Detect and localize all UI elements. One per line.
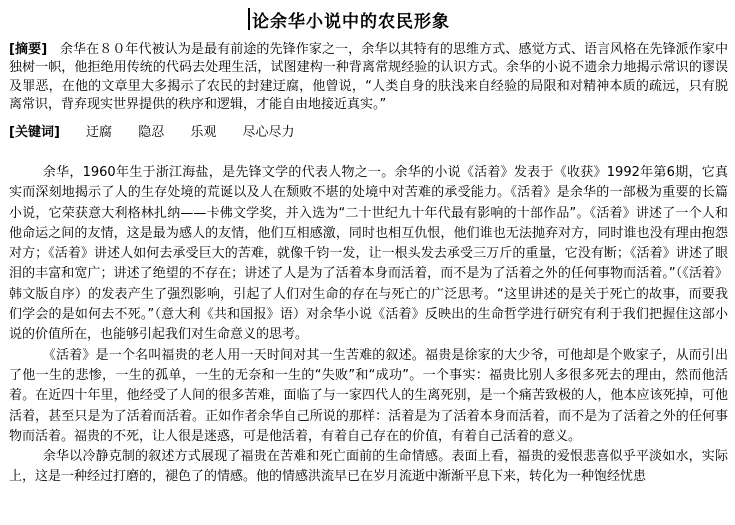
body-text[interactable] (9, 163, 728, 488)
keywords-tag: [关键词] (9, 125, 60, 140)
text-cursor (248, 8, 250, 30)
title-row (248, 6, 450, 32)
keywords-row[interactable] (9, 124, 295, 142)
document-title[interactable]: 论余华小说中的农民形象 (252, 11, 450, 32)
keyword: 迂腐 (86, 125, 113, 140)
paragraph: 《活着》是一个名叫福贵的老人用一天时间对其一生苦难的叙述。福贵是徐家的大少爷，可他却是个败家子，从而引出了他一生的悲惨，一生的孤单，一生的无奈和一生的“失败”和“成功”。一个事实：福贵比别人多很多死去的理由，然而他活着。在近四十年里，他经受了人间的很多苦难，面临了与一家四代人的生离死别，是一个痛苦致极的人，他本应该死掉，可他活着，甚至只是为了活着而活着。正如作者余华自己所说的那样：活着是为了活着本身而活着，而不是为了活着之外的任何事物而活着。福贵的不死，让人很是迷惑，可是他活着，有着自己存在的价值，有着自己活着的意义。 (9, 347, 728, 444)
keyword: 尽心尽力 (242, 125, 295, 140)
abstract-text: 余华在８０年代被认为是最有前途的先锋作家之一，余华以其特有的思维方式、感觉方式、语言风格在先锋派作家中独树一帜，他拒绝用传统的代码去处理生活，试图建构一种背离常规经验的认识方式。余华的小说不遗余力地揭示常识的谬误及罪恶，在他的文章里大多揭示了农民的封建迂腐，他曾说，“人类自身的肤浅来自经验的局限和对精神本质的疏远，只有脱离常识，背弃现实世界提供的秩序和逻辑，才能自由地接近真实。” (9, 42, 728, 113)
abstract-tag: [摘要] (9, 42, 48, 57)
keyword: 隐忍 (138, 125, 165, 140)
keyword: 乐观 (190, 125, 217, 140)
paragraph: 余华，1960年生于浙江海盐，是先锋文学的代表人物之一。余华的小说《活着》发表于《收获》1992年第6期，它真实而深刻地揭示了人的生存处境的荒诞以及人在颓败不堪的处境中对苦难的承受能力。《活着》是余华的一部极为重要的长篇小说，它荣获意大利格林扎纳——卡佛文学奖，并入选为“二十世纪九十年代最有影响的十部作品”。《活着》讲述了一个人和他命运之间的友情，这是最为感人的友情，他们互相感激，同时也相互仇恨，他们谁也无法抛弃对方，同时谁也没有理由抱怨对方；《活着》讲述人如何去承受巨大的苦难，就像千钧一发，让一根头发去承受三万斤的重量，它没有断；《活着》讲述了眼泪的丰富和宽广；讲述了绝望的不存在；讲述了人是为了活着本身而活着，而不是为了活着之外的任何事物而活着。”（《活着》韩文版自序）的发表产生了强烈影响，引起了人们对生命的存在与死亡的广泛思考。“这里讲述的是关于死亡的故事，而要我们学会的是如何去不死。”（意大利《共和国报》语）对余华小说《活着》反映出的生命哲学进行研究有利于我们把握住这部小说的价值所在，也能够引起我们对生命意义的思考。 (9, 165, 728, 343)
paragraph: 余华以冷静克制的叙述方式展现了福贵在苦难和死亡面前的生命情感。表面上看，福贵的爱恨悲喜似乎平淡如水，实际上，这是一种经过打磨的，褪色了的情感。他的情感洪流早已在岁月流逝中渐渐平息下来，转化为一种饱经忧患 (9, 449, 728, 485)
abstract[interactable] (9, 41, 728, 115)
